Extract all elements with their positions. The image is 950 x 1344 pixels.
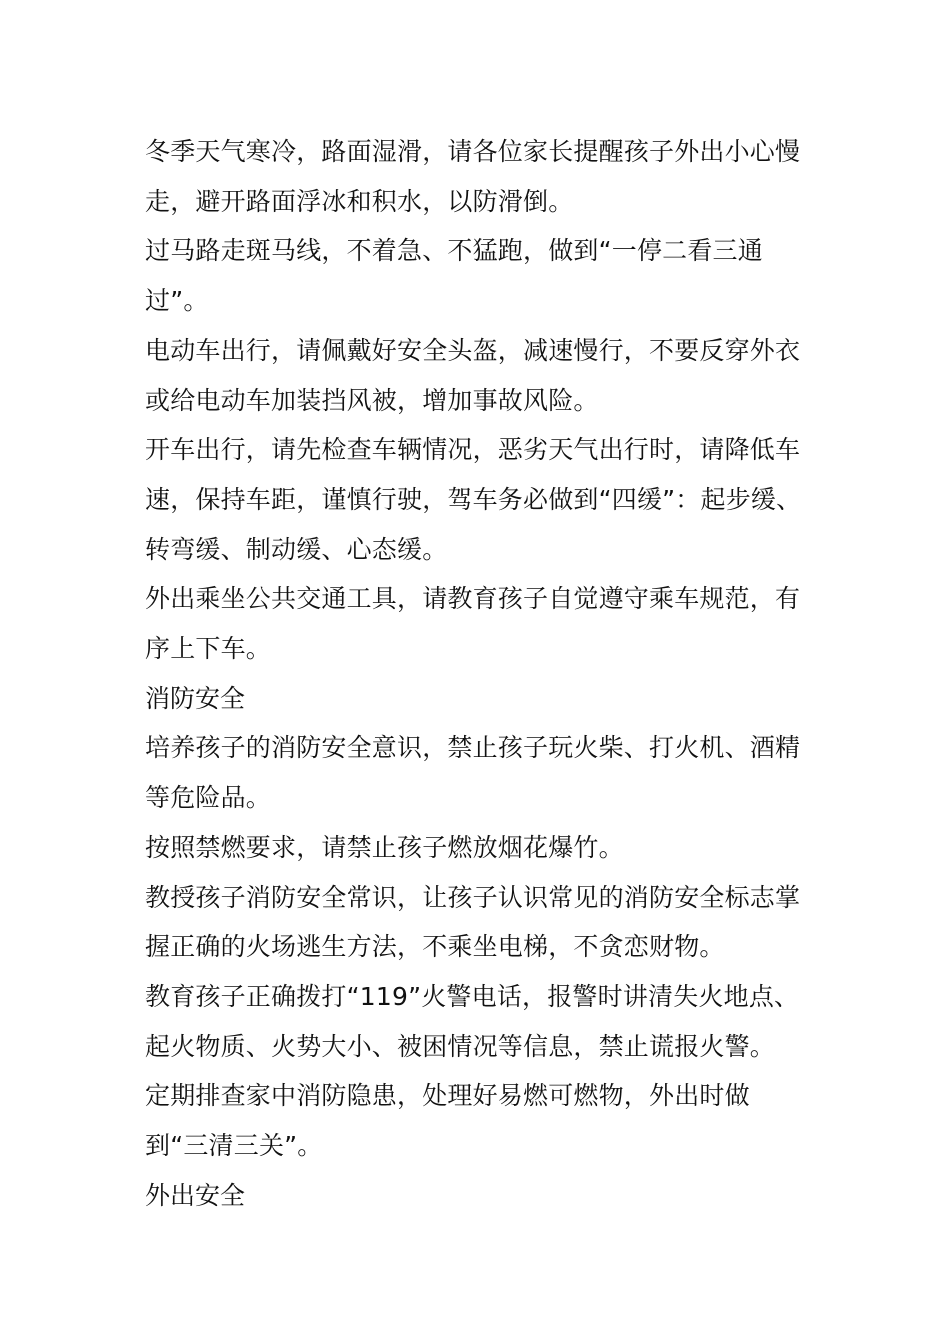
paragraph-fire-awareness: 培养孩子的消防安全意识，禁止孩子玩火柴、打火机、酒精等危险品。 [145, 733, 801, 813]
paragraph-fire-knowledge: 教授孩子消防安全常识，让孩子认识常见的消防安全标志掌握正确的火场逃生方法，不乘坐电梯，不贪恋财物。 [145, 882, 801, 962]
paragraph-fireworks-ban: 按照禁燃要求，请禁止孩子燃放烟花爆竹。 [145, 832, 624, 862]
paragraph-driving: 开车出行，请先检查车辆情况，恶劣天气出行时，请降低车速，保持车距，谨慎行驶，驾车务必做到“四缓”：起步缓、转弯缓、制动缓、心态缓。 [145, 435, 802, 564]
paragraph-e-bike: 电动车出行，请佩戴好安全头盔，减速慢行，不要反穿外衣或给电动车加装挡风被，增加事故风险。 [145, 335, 801, 415]
paragraph-public-transport: 外出乘坐公共交通工具，请教育孩子自觉遵守乘车规范，有序上下车。 [145, 584, 801, 664]
paragraph-home-hazards: 定期排查家中消防隐患，处理好易燃可燃物，外出时做到“三清三关”。 [145, 1081, 750, 1161]
section-heading-fire-safety: 消防安全 [145, 683, 246, 713]
paragraph-fire-alarm-call: 教育孩子正确拨打“119”火警电话，报警时讲清失火地点、起火物质、火势大小、被困情况等信息，禁止谎报火警。 [145, 981, 800, 1061]
section-heading-outing-safety: 外出安全 [145, 1180, 246, 1210]
paragraph-crosswalk: 过马路走斑马线，不着急、不猛跑，做到“一停二看三通过”。 [145, 236, 763, 316]
paragraph-icy-road: 冬季天气寒冷，路面湿滑，请各位家长提醒孩子外出小心慢走，避开路面浮冰和积水，以防滑倒。 [145, 137, 801, 216]
document-body [145, 127, 810, 1220]
